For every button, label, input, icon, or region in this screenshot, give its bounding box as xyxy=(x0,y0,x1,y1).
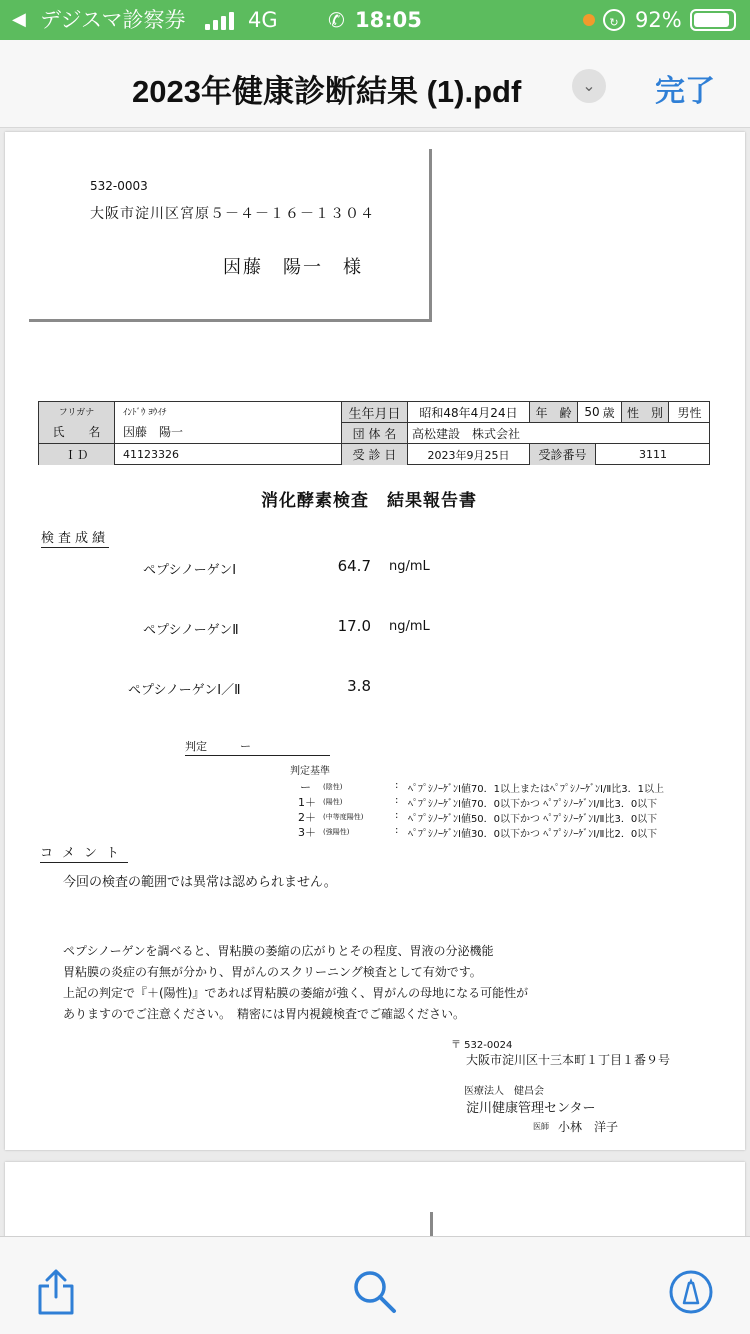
pdf-page[interactable] xyxy=(5,132,745,1150)
footer-center: 淀川健康管理センター xyxy=(466,1101,596,1116)
nav-bar xyxy=(0,40,750,128)
criteria-mark: 1＋ xyxy=(298,796,316,809)
network-type: 4G xyxy=(248,8,278,32)
criteria-mark: 2＋ xyxy=(298,811,316,824)
birth-label: 生年月日 xyxy=(342,402,408,423)
battery-percent: 92% xyxy=(635,8,682,32)
age-value: 50 xyxy=(584,405,600,419)
exam-no-label: 受診番号 xyxy=(530,444,596,465)
back-arrow-icon[interactable]: ◀ xyxy=(12,9,26,30)
comment-heading: コメント xyxy=(40,842,128,863)
criteria-desc: ﾍﾟﾌﾟｼﾉｰｹﾞﾝⅠ値70．1以上またはﾍﾟﾌﾟｼﾉｰｹﾞﾝⅠ/Ⅱ比3．1以上 xyxy=(408,784,665,795)
exam-no-value: 3111 xyxy=(639,448,667,461)
back-to-app-link[interactable]: デジスマ診察券 xyxy=(40,8,186,32)
judgment: 判定 ー xyxy=(185,738,330,756)
criteria-colon: : xyxy=(395,810,399,821)
test-value: 64.7 xyxy=(337,557,371,575)
test-name: ペプシノーゲンⅠ／Ⅱ xyxy=(128,683,241,698)
recipient-name: 因藤 陽一 様 xyxy=(223,257,363,278)
sex-label: 性 別 xyxy=(622,402,669,423)
criteria-desc: ﾍﾟﾌﾟｼﾉｰｹﾞﾝⅠ値30．0以下かつ ﾍﾟﾌﾟｼﾉｰｹﾞﾝⅠ/Ⅱ比2．0以下 xyxy=(408,829,658,840)
clock: 18:05 xyxy=(355,8,422,32)
id-label: ＩＤ xyxy=(39,444,115,465)
criteria-mark: ー xyxy=(300,781,311,794)
test-unit: ng/mL xyxy=(389,619,430,634)
footer-address: 大阪市淀川区十三本町１丁目１番９号 xyxy=(466,1053,671,1067)
done-button[interactable]: 完了 xyxy=(655,74,715,109)
recipient-address: 大阪市淀川区宮原５－４－１６－１３０４ xyxy=(90,206,375,222)
criteria-tag: (陰性) xyxy=(323,783,343,791)
chevron-down-icon[interactable]: ⌄ xyxy=(572,69,606,103)
recording-dot-icon xyxy=(583,14,595,26)
explanation-line: 上記の判定で『＋(陽性)』であれば胃粘膜の萎縮が強く、胃がんの母地になる可能性が xyxy=(63,986,529,1000)
explanation-line: 胃粘膜の炎症の有無が分かり、胃がんのスクリーニング検査として有効です。 xyxy=(63,965,482,979)
test-name: ペプシノーゲンⅡ xyxy=(143,623,239,638)
group-label: 団 体 名 xyxy=(342,423,408,444)
criteria-colon: : xyxy=(395,780,399,791)
visit-value: 2023年9月25日 xyxy=(408,444,530,465)
criteria-colon: : xyxy=(395,795,399,806)
share-icon[interactable] xyxy=(36,1269,76,1315)
sex-value: 男性 xyxy=(669,402,710,423)
document-title: 2023年健康診断結果 (1).pdf xyxy=(132,74,522,109)
search-icon[interactable] xyxy=(352,1269,398,1315)
footer-zip: 〒 532-0024 xyxy=(451,1040,513,1051)
footer-director: 小林 洋子 xyxy=(558,1120,619,1134)
footer-org-type: 医療法人 健昌会 xyxy=(464,1086,544,1097)
pdf-page-2[interactable] xyxy=(5,1162,745,1242)
age-label: 年 齢 xyxy=(530,402,578,423)
criteria-desc: ﾍﾟﾌﾟｼﾉｰｹﾞﾝⅠ値70．0以下かつ ﾍﾟﾌﾟｼﾉｰｹﾞﾝⅠ/Ⅱ比3．0以下 xyxy=(408,799,658,810)
explanation-line: ありますのでご注意ください。 精密には胃内視鏡検査でご確認ください。 xyxy=(63,1007,466,1021)
footer-director-title: 医師 xyxy=(533,1122,549,1131)
patient-info-table xyxy=(38,401,710,465)
recipient-zip: 532-0003 xyxy=(90,179,148,193)
report-title: 消化酵素検査 結果報告書 xyxy=(261,491,477,511)
criteria-tag: (中等度陽性) xyxy=(323,813,364,821)
criteria-colon: : xyxy=(395,825,399,836)
furigana-label: フリガナ xyxy=(39,402,115,420)
explanation-line: ペプシノーゲンを調べると、胃粘膜の萎縮の広がりとその程度、胃液の分泌機能 xyxy=(63,944,494,958)
markup-icon[interactable] xyxy=(668,1269,714,1315)
address-box-border xyxy=(429,149,432,321)
bottom-toolbar xyxy=(0,1236,750,1334)
criteria-tag: (強陽性) xyxy=(323,828,350,836)
criteria-tag: (陽性) xyxy=(323,798,343,806)
test-value: 17.0 xyxy=(337,617,371,635)
age-unit: 歳 xyxy=(602,405,615,420)
phone-icon: ✆ xyxy=(328,8,345,32)
signal-icon xyxy=(205,10,234,30)
comment-text: 今回の検査の範囲では異常は認められません。 xyxy=(63,875,337,890)
id-value: 41123326 xyxy=(115,444,342,465)
group-value: 高松建設 株式会社 xyxy=(408,423,710,444)
name-label: 氏 名 xyxy=(39,420,115,444)
status-bar xyxy=(0,0,750,40)
battery-icon xyxy=(690,9,736,31)
test-unit: ng/mL xyxy=(389,559,430,574)
test-name: ペプシノーゲンⅠ xyxy=(143,563,237,578)
birth-value: 昭和48年4月24日 xyxy=(408,402,530,423)
address-box-border xyxy=(29,319,432,322)
name-value: 因藤 陽一 xyxy=(115,420,342,444)
visit-label: 受 診 日 xyxy=(342,444,408,465)
rotation-lock-icon: ↻ xyxy=(603,9,625,31)
criteria-mark: 3＋ xyxy=(298,826,316,839)
criteria-desc: ﾍﾟﾌﾟｼﾉｰｹﾞﾝⅠ値50．0以下かつ ﾍﾟﾌﾟｼﾉｰｹﾞﾝⅠ/Ⅱ比3．0以下 xyxy=(408,814,658,825)
results-heading: 検査成績 xyxy=(41,527,109,548)
furigana-value: ｲﾝﾄﾞｳ ﾖｳｲﾁ xyxy=(115,402,342,420)
test-value: 3.8 xyxy=(347,677,371,695)
age-cell xyxy=(578,402,622,423)
criteria-title: 判定基準 xyxy=(290,766,330,777)
